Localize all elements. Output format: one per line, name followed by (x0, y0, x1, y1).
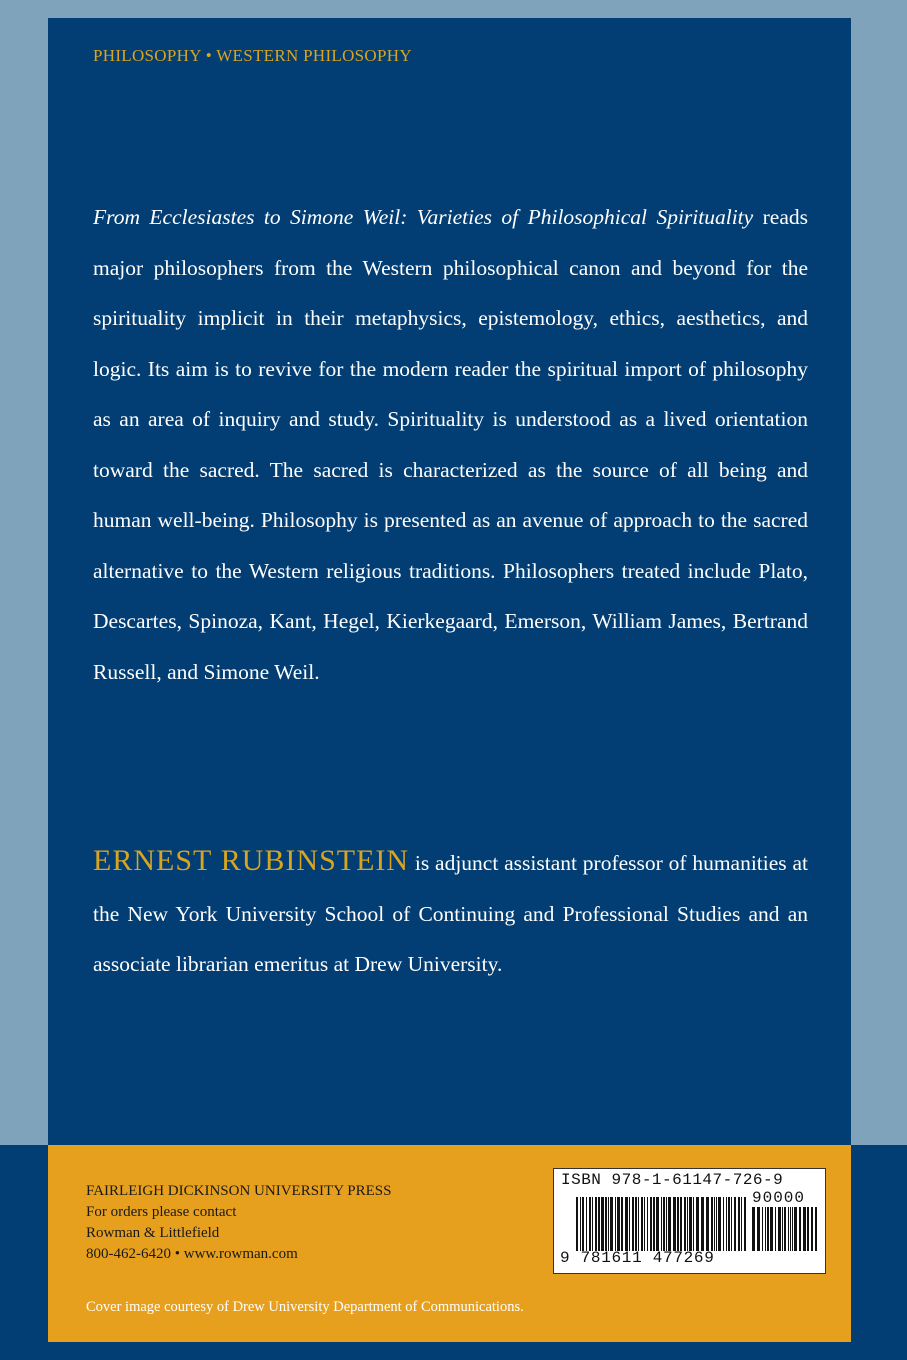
publisher-name: FAIRLEIGH DICKINSON UNIVERSITY PRESS (86, 1183, 392, 1199)
addon-number: 90000 (752, 1189, 806, 1207)
ean-digits: 9 781611 477269 (560, 1249, 715, 1267)
isbn-label: ISBN 978-1-61147-726-9 (561, 1171, 784, 1189)
cover-credit: Cover image courtesy of Drew University Department of Communications. (86, 1299, 524, 1315)
publisher-line-4: 800-462-6420 • www.rowman.com (86, 1246, 298, 1262)
barcode (553, 1168, 826, 1274)
publisher-strip (48, 1145, 851, 1342)
publisher-line-3: Rowman & Littlefield (86, 1225, 220, 1241)
category-label: PHILOSOPHY • WESTERN PHILOSOPHY (93, 46, 412, 65)
publisher-line-2: For orders please contact (86, 1204, 237, 1220)
book-description (93, 192, 808, 697)
author-name: ERNEST RUBINSTEIN (93, 844, 410, 877)
author-bio-text: is adjunct assistant professor of humanities at the New York University School of Continuing and Professional Studies and an associate librarian emeritus at Drew University. (93, 851, 808, 976)
back-cover-panel (48, 18, 851, 1145)
barcode-bars (576, 1197, 746, 1251)
publisher-info (86, 1181, 391, 1265)
description-body: reads major philosophers from the Western philosophical canon and beyond for the spirituality implicit in their metaphysics, epistemology, ethics, aesthetics, and logic. Its aim is to revive for the modern reader the spiritual import of philosophy as an area of inquiry and study. Spirituality is understood as a lived orientation toward the sacred. The sacred is characterized as the source of all being and human well-being. Philosophy is presented as an avenue of approach to the sacred alternative to the Western religious traditions. Philosophers treated include Plato, Descartes, Spinoza, Kant, Hegel, Kierkegaard, Emerson, William James, Bertrand Russell, and Simone Weil. (93, 205, 808, 684)
addon-barcode-bars (752, 1207, 818, 1251)
author-bio (93, 836, 808, 990)
book-title: From Ecclesiastes to Simone Weil: Varieties of Philosophical Spirituality (93, 205, 754, 229)
